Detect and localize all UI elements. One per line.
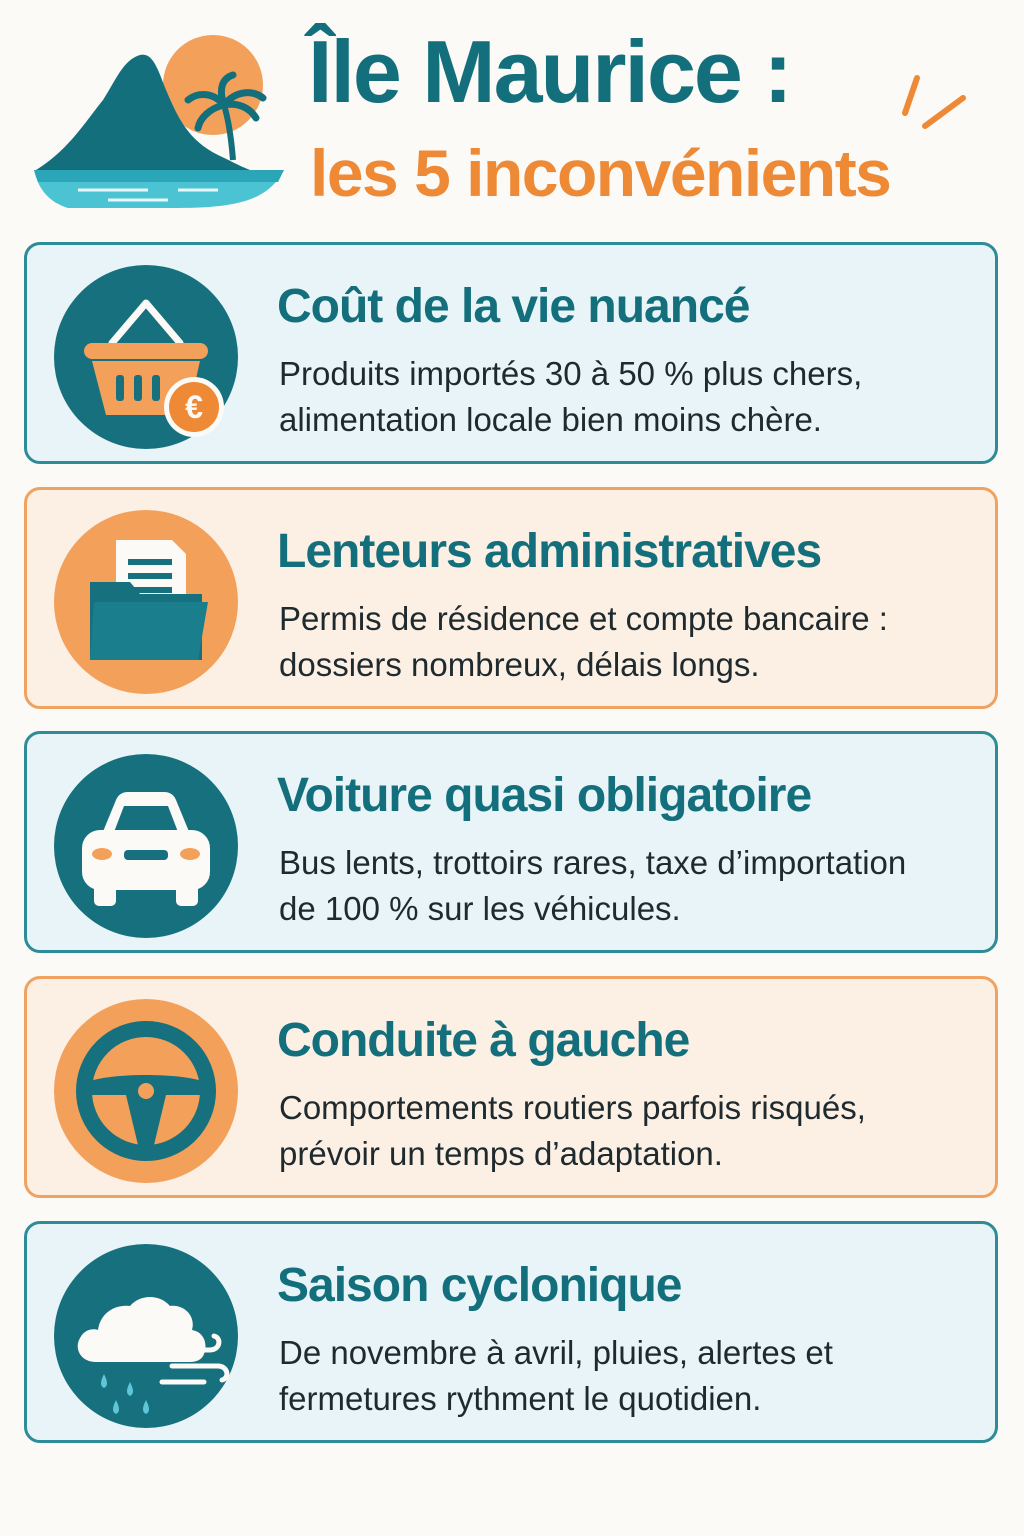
- card-description-line: dossiers nombreux, délais longs.: [279, 646, 760, 683]
- card-description-line: alimentation locale bien moins chère.: [279, 401, 822, 438]
- shopping-basket-euro-icon: [54, 265, 238, 449]
- svg-text:€: €: [185, 389, 203, 425]
- card-description-line: Comportements routiers parfois risqués,: [279, 1089, 866, 1126]
- rain-cloud-wind-icon: [54, 1244, 238, 1428]
- card-description: [279, 1085, 991, 1177]
- card-description-line: Permis de résidence et compte bancaire :: [279, 600, 888, 637]
- steering-wheel-icon: [54, 999, 238, 1183]
- card-description-line: De novembre à avril, pluies, alertes et: [279, 1334, 833, 1371]
- card-description: [279, 596, 991, 688]
- card-left-hand-driving: [24, 976, 998, 1198]
- card-description: [279, 1330, 991, 1422]
- page-header: [0, 0, 1024, 230]
- card-cyclone-season: [24, 1221, 998, 1443]
- card-heading: Coût de la vie nuancé: [277, 280, 750, 333]
- card-description: [279, 351, 991, 443]
- card-description-line: fermetures rythment le quotidien.: [279, 1380, 762, 1417]
- card-cost-of-living: [24, 242, 998, 464]
- card-administrative-delays: [24, 487, 998, 709]
- accent-sparks-icon: [895, 68, 975, 138]
- card-heading: Saison cyclonique: [277, 1259, 682, 1312]
- folder-document-icon: [54, 510, 238, 694]
- card-heading: Voiture quasi obligatoire: [277, 769, 812, 822]
- page-title: Île Maurice :: [308, 22, 791, 121]
- island-palm-sun-icon: [28, 30, 290, 215]
- card-description-line: de 100 % sur les véhicules.: [279, 890, 681, 927]
- card-heading: Lenteurs administratives: [277, 525, 822, 578]
- card-description-line: Produits importés 30 à 50 % plus chers,: [279, 355, 863, 392]
- card-heading: Conduite à gauche: [277, 1014, 690, 1067]
- page-subtitle: les 5 inconvénients: [310, 136, 891, 210]
- card-description-line: prévoir un temps d’adaptation.: [279, 1135, 723, 1172]
- card-description-line: Bus lents, trottoirs rares, taxe d’importation: [279, 844, 907, 881]
- card-description: [279, 840, 991, 932]
- car-icon: [54, 754, 238, 938]
- card-car-mandatory: [24, 731, 998, 953]
